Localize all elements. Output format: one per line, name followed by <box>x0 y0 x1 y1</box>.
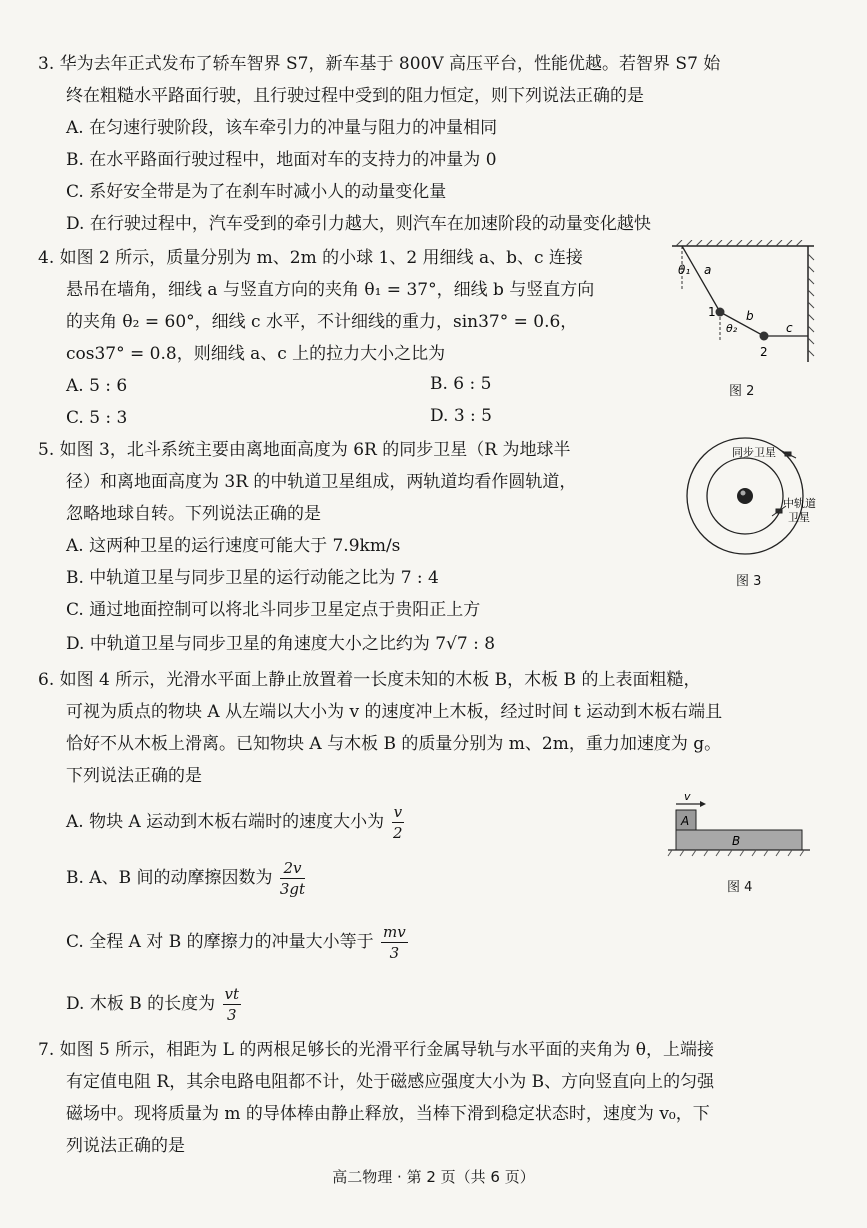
figure-2-caption: 图 2 <box>729 384 755 399</box>
mid-satellite-label-2: 卫星 <box>788 511 810 524</box>
sync-satellite-label: 同步卫星 <box>732 446 776 459</box>
q6-option-c-numerator: mv <box>383 923 406 941</box>
ball-2 <box>760 332 769 341</box>
figure-3-caption: 图 3 <box>736 574 762 589</box>
velocity-label: v <box>684 790 691 803</box>
ball-1-label: 1 <box>708 305 716 319</box>
q6-option-c-text: C. 全程 A 对 B 的摩擦力的冲量大小等于 <box>66 932 374 952</box>
q6-option-b-numerator: 2v <box>280 858 305 879</box>
q6-option-c-denominator: 3 <box>389 944 400 962</box>
board-b-label: B <box>732 834 741 848</box>
q6-stem-line-4: 下列说法正确的是 <box>66 766 202 786</box>
q6-stem-line-1: 6. 如图 4 所示，光滑水平面上静止放置着一长度未知的木板 B，木板 B 的上表面粗糙， <box>38 670 701 690</box>
figure-3-diagram <box>680 430 820 565</box>
q6-option-b-fraction <box>280 858 305 899</box>
q3-option-a: A. 在匀速行驶阶段，该车牵引力的冲量与阻力的冲量相同 <box>66 118 498 138</box>
q6-option-d-text: D. 木板 B 的长度为 <box>66 994 216 1014</box>
ball-1 <box>716 308 725 317</box>
theta2-label: θ₂ <box>726 322 738 335</box>
figure-4-caption: 图 4 <box>727 880 753 895</box>
q4-option-a: A. 5 : 6 <box>66 376 128 396</box>
block-a-label: A <box>681 814 690 828</box>
theta1-label: θ₁ <box>678 263 691 277</box>
q7-stem-line-2: 有定值电阻 R，其余电路电阻都不计，处于磁感应强度大小为 B、方向竖直向上的匀强 <box>66 1072 715 1092</box>
q3-option-b: B. 在水平路面行驶过程中，地面对车的支持力的冲量为 0 <box>66 150 497 170</box>
q6-option-b <box>66 858 305 899</box>
q4-stem-line-2: 悬吊在墙角，细线 a 与竖直方向的夹角 θ₁ = 37°，细线 b 与竖直方向 <box>66 280 595 300</box>
q7-stem-line-4: 列说法正确的是 <box>66 1136 185 1156</box>
q6-option-d-fraction <box>223 984 242 1025</box>
q6-option-d <box>66 984 241 1025</box>
page-footer: 高二物理 · 第 2 页（共 6 页） <box>332 1168 535 1186</box>
mid-satellite-label-1: 中轨道 <box>783 497 816 510</box>
q6-stem-line-2: 可视为质点的物块 A 从左端以大小为 v 的速度冲上木板，经过时间 t 运动到木板右端且 <box>66 702 723 722</box>
q6-option-c <box>66 922 408 963</box>
string-c-label: c <box>786 321 793 335</box>
string-a-label: a <box>704 263 712 277</box>
q4-stem-line-1: 4. 如图 2 所示，质量分别为 m、2m 的小球 1、2 用细线 a、b、c 连接 <box>38 248 583 268</box>
q6-option-a-denominator: 2 <box>393 824 403 842</box>
q5-stem-line-3: 忽略地球自转。下列说法正确的是 <box>66 504 321 524</box>
figure-2-diagram <box>664 240 824 375</box>
q5-stem-line-2: 径）和离地面高度为 3R 的中轨道卫星组成，两轨道均看作圆轨道， <box>66 472 577 492</box>
q4-stem-line-4: cos37° = 0.8，则细线 a、c 上的拉力大小之比为 <box>66 344 446 364</box>
q5-option-c: C. 通过地面控制可以将北斗同步卫星定点于贵阳正上方 <box>66 600 481 620</box>
q4-option-c: C. 5 : 3 <box>66 408 128 428</box>
q3-stem-line-2: 终在粗糙水平路面行驶，且行驶过程中受到的阻力恒定，则下列说法正确的是 <box>66 86 644 106</box>
q7-stem-line-3: 磁场中。现将质量为 m 的导体棒由静止释放，当棒下滑到稳定状态时，速度为 v₀，下 <box>66 1104 710 1124</box>
q3-option-d: D. 在行驶过程中，汽车受到的牵引力越大，则汽车在加速阶段的动量变化越快 <box>66 214 651 234</box>
q6-option-d-numerator: vt <box>224 985 240 1003</box>
q4-option-d: D. 3 : 5 <box>430 406 492 426</box>
earth <box>737 488 753 504</box>
q6-option-a-fraction <box>392 802 404 843</box>
q6-stem-line-3: 恰好不从木板上滑离。已知物块 A 与木板 B 的质量分别为 m、2m，重力加速度为 g。 <box>66 734 722 754</box>
q6-option-d-denominator: 3 <box>227 1006 237 1024</box>
q3-option-c: C. 系好安全带是为了在刹车时减小人的动量变化量 <box>66 182 447 202</box>
q6-option-b-denominator: 3gt <box>279 880 306 898</box>
q3-stem-line-1: 3. 华为去年正式发布了轿车智界 S7，新车基于 800V 高压平台，性能优越。若智界 S7 始 <box>38 54 721 74</box>
figure-4-diagram <box>664 790 814 860</box>
q6-option-b-text: B. A、B 间的动摩擦因数为 <box>66 868 273 888</box>
q5-stem-line-1: 5. 如图 3，北斗系统主要由离地面高度为 6R 的同步卫星（R 为地球半 <box>38 440 571 460</box>
q6-option-a-numerator: v <box>393 803 403 821</box>
q6-option-a-text: A. 物块 A 运动到木板右端时的速度大小为 <box>66 812 385 832</box>
q5-option-d: D. 中轨道卫星与同步卫星的角速度大小之比约为 7√7 : 8 <box>66 634 496 654</box>
q4-stem-line-3: 的夹角 θ₂ = 60°，细线 c 水平，不计细线的重力，sin37° = 0.6， <box>66 312 578 332</box>
string-b-label: b <box>746 309 754 323</box>
q6-option-a <box>66 802 404 843</box>
q7-stem-line-1: 7. 如图 5 所示，相距为 L 的两根足够长的光滑平行金属导轨与水平面的夹角为 θ，上端接 <box>38 1040 714 1060</box>
q5-option-a: A. 这两种卫星的运行速度可能大于 7.9km/s <box>66 536 401 556</box>
q5-option-b: B. 中轨道卫星与同步卫星的运行动能之比为 7 : 4 <box>66 568 439 588</box>
string-a <box>682 246 720 312</box>
ball-2-label: 2 <box>760 345 768 359</box>
q4-option-b: B. 6 : 5 <box>430 374 492 394</box>
q6-option-c-fraction <box>381 922 408 963</box>
